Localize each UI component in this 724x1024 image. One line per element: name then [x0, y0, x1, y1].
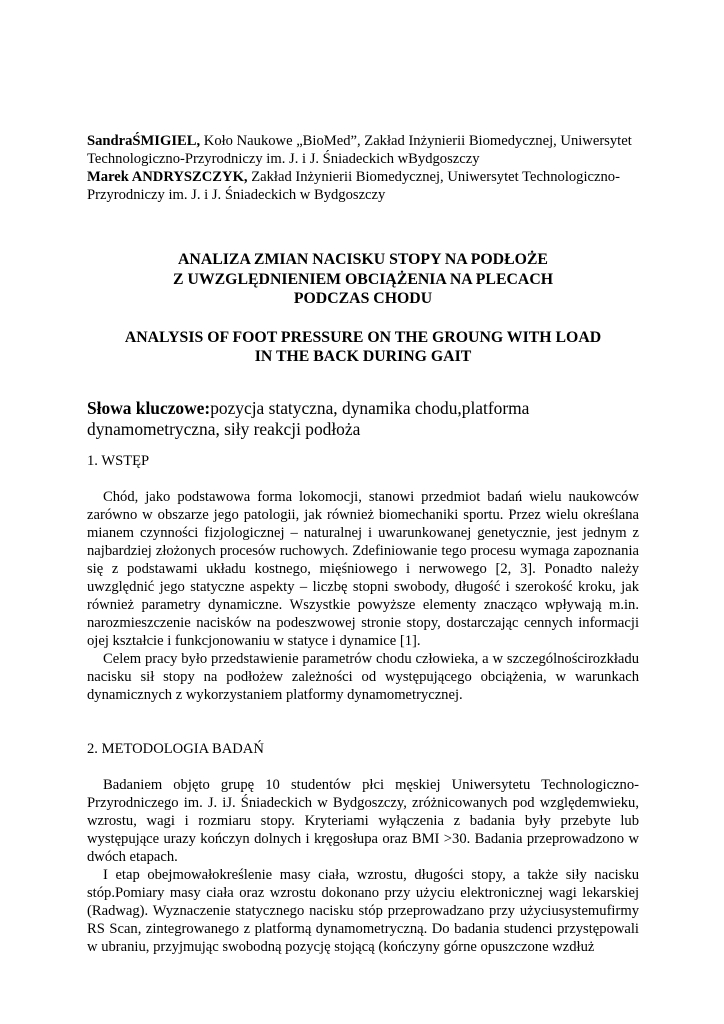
paper-page	[87, 132, 639, 956]
title-polish-line-1: ANALIZA ZMIAN NACISKU STOPY NA PODŁOŻE	[178, 251, 548, 268]
paragraph-intro-1: Chód, jako podstawowa forma lokomocji, stanowi przedmiot badań wielu naukowców zarówno w obszarze jego patologii, jak również biomechaniki sportu. Przez wielu określana mianem czynności fizjologicznej – naturalnej i uwarunkowanej genetycznie, jest jednym z najbardziej złożonych procesów ruchowych. Zdefiniowanie tego procesu wymaga zapoznania się z podstawami układu kostnego, mięśniowego i nerwowego [2, 3]. Ponadto należy uwzględnić jego statyczne aspekty – liczbę stopni swobody, długość i szerokość kroku, jak również parametry dynamiczne. Wszystkie powyższe elementy znacząco wpływają m.in. narozmieszczenie nacisków na podeszwowej stronie stopy, dostarczając cennych informacji ojej kształcie i funkcjonowaniu w statyce i dynamice [1].	[87, 488, 639, 649]
title-polish-line-2: Z UWZGLĘDNIENIEM OBCIĄŻENIA NA PLECACH	[172, 270, 554, 288]
author-block	[87, 132, 639, 204]
section-heading-methodology: 2. METODOLOGIA BADAŃ	[87, 740, 264, 757]
title-polish	[87, 250, 639, 309]
title-english	[87, 328, 639, 367]
keywords-text: pozycja statyczna, dynamika chodu,platforma dynamometryczna, siły reakcji podłoża	[87, 397, 530, 439]
section-heading-introduction: 1. WSTĘP	[87, 452, 150, 469]
author-2-name: Marek ANDRYSZCZYK,	[87, 169, 248, 185]
title-english-line-1: ANALYSIS OF FOOT PRESSURE ON THE GROUNG WITH LOAD	[124, 328, 602, 346]
keywords	[87, 398, 639, 440]
author-2-affiliation: Zakład Inżynierii Biomedycznej, Uniwersytet Technologiczno-Przyrodniczy im. J. i J. Śniadeckich w Bydgoszczy	[87, 169, 620, 203]
paragraph-methodology-1: Badaniem objęto grupę 10 studentów płci męskiej Uniwersytetu Technologiczno-Przyrodniczego im. J. iJ. Śniadeckich w Bydgoszczy, zróżnicowanych pod względemwieku, wzrostu, wagi i rozmiaru stopy. Kryteriami wyłączenia z badania były przebyte lub występujące urazy kończyn dolnych i kręgosłupa oraz BMI >30. Badania przeprowadzono w dwóch etapach.	[87, 776, 639, 865]
author-2	[87, 168, 639, 204]
author-1	[87, 132, 639, 168]
keywords-label: Słowa kluczowe:	[87, 397, 211, 418]
title-english-line-2: IN THE BACK DURING GAIT	[254, 348, 472, 365]
paragraph-methodology-2: I etap obejmowałokreślenie masy ciała, wzrostu, długości stopy, a także siły nacisku stóp.Pomiary masy ciała oraz wzrostu dokonano przy użyciu elektronicznej wagi lekarskiej (Radwag). Wyznaczenie statycznego nacisku stóp przeprowadzano przy użyciusystemufirmy RS Scan, zintegrowanego z platformą dynamometryczną. Do badania studenci przystępowali w ubraniu, przyjmując swobodną pozycję stojącą (kończyny górne opuszczone wzdłuż	[87, 866, 639, 955]
paragraph-intro-2: Celem pracy było przedstawienie parametrów chodu człowieka, a w szczególnościrozkładu nacisku sił stopy na podłożew zależności od występującego obciążenia, w warunkach dynamicznych z wykorzystaniem platformy dynamometrycznej.	[87, 650, 639, 703]
title-polish-line-3: PODCZAS CHODU	[293, 290, 433, 307]
author-1-affiliation: Koło Naukowe „BioMed”, Zakład Inżynierii Biomedycznej, Uniwersytet Technologiczno-Przyrodniczy im. J. i J. Śniadeckich wBydgoszczy	[87, 133, 632, 167]
author-1-name: SandraŚMIGIEL,	[87, 133, 201, 149]
